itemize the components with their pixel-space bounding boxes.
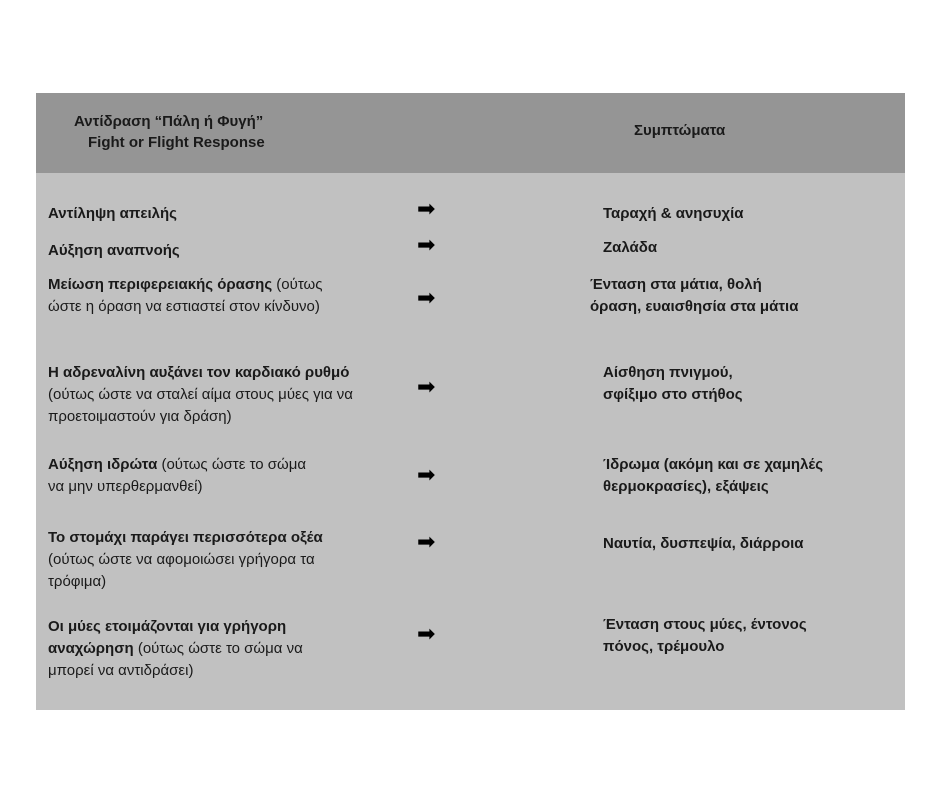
row-3-arrow-icon: ➡: [417, 286, 436, 311]
row-1-cause: [48, 203, 368, 225]
row-2-symptom: Ζαλάδα: [603, 239, 658, 256]
header-title-greek: Αντίδραση “Πάλη ή Φυγή”: [74, 113, 264, 130]
row-4-cause-bold: Η αδρεναλίνη αυξάνει τον καρδιακό ρυθμό: [48, 364, 350, 381]
row-6-cause: [48, 527, 333, 593]
row-1-cause-bold: Αντίληψη απειλής: [48, 205, 177, 222]
row-7-symptom: Ένταση στους μύες, έντονος πόνος, τρέμουλο: [603, 616, 807, 655]
header-symptoms-title: Συμπτώματα: [634, 122, 726, 139]
row-6-symptom: Ναυτία, δυσπεψία, διάρροια: [603, 535, 804, 552]
header-response-title: [74, 111, 265, 153]
row-7-arrow-icon: ➡: [417, 622, 436, 647]
row-5-symptom: Ίδρωμα (ακόμη και σε χαμηλές θερμοκρασίες), εξάψεις: [603, 456, 824, 495]
row-3-symptom: Ένταση στα μάτια, θολή όραση, ευαισθησία στα μάτια: [590, 276, 799, 315]
table-header: [36, 93, 905, 173]
row-1-symptom: Ταραχή & ανησυχία: [603, 205, 744, 222]
row-5-cause-bold: Αύξηση ιδρώτα: [48, 456, 158, 473]
row-2-cause: [48, 240, 368, 262]
fight-or-flight-table: [36, 93, 905, 710]
row-7-cause-note: (ούτως ώστε το σώμα να μπορεί να αντιδράσει): [48, 640, 303, 679]
row-6-arrow-icon: ➡: [417, 530, 436, 555]
row-1-arrow-icon: ➡: [417, 197, 436, 222]
row-4-symptom: Αίσθηση πνιγμού, σφίξιμο στο στήθος: [603, 364, 743, 403]
header-title-english: Fight or Flight Response: [88, 134, 265, 151]
row-7-cause: [48, 616, 323, 682]
row-6-cause-note: (ούτως ώστε να αφομοιώσει γρήγορα τα τρόφιμα): [48, 551, 315, 590]
row-6-cause-bold: Το στομάχι παράγει περισσότερα οξέα: [48, 529, 323, 546]
row-2-cause-bold: Αύξηση αναπνοής: [48, 242, 180, 259]
row-4-cause-note: (ούτως ώστε να σταλεί αίμα στους μύες για να προετοιμαστούν για δράση): [48, 386, 353, 425]
row-5-cause-note: (ούτως ώστε το σώμα να μην υπερθερμανθεί): [48, 456, 307, 495]
row-4-cause: [48, 362, 368, 428]
row-4-arrow-icon: ➡: [417, 375, 436, 400]
row-5-arrow-icon: ➡: [417, 463, 436, 488]
row-5-cause: [48, 454, 308, 498]
row-3-cause: [48, 274, 323, 318]
row-2-arrow-icon: ➡: [417, 233, 436, 258]
row-3-cause-note: (ούτως ώστε η όραση να εστιαστεί στον κίνδυνο): [48, 276, 323, 315]
row-7-cause-bold: Οι μύες ετοιμάζονται για γρήγορη αναχώρηση: [48, 618, 287, 657]
row-3-cause-bold: Μείωση περιφερειακής όρασης: [48, 276, 273, 293]
